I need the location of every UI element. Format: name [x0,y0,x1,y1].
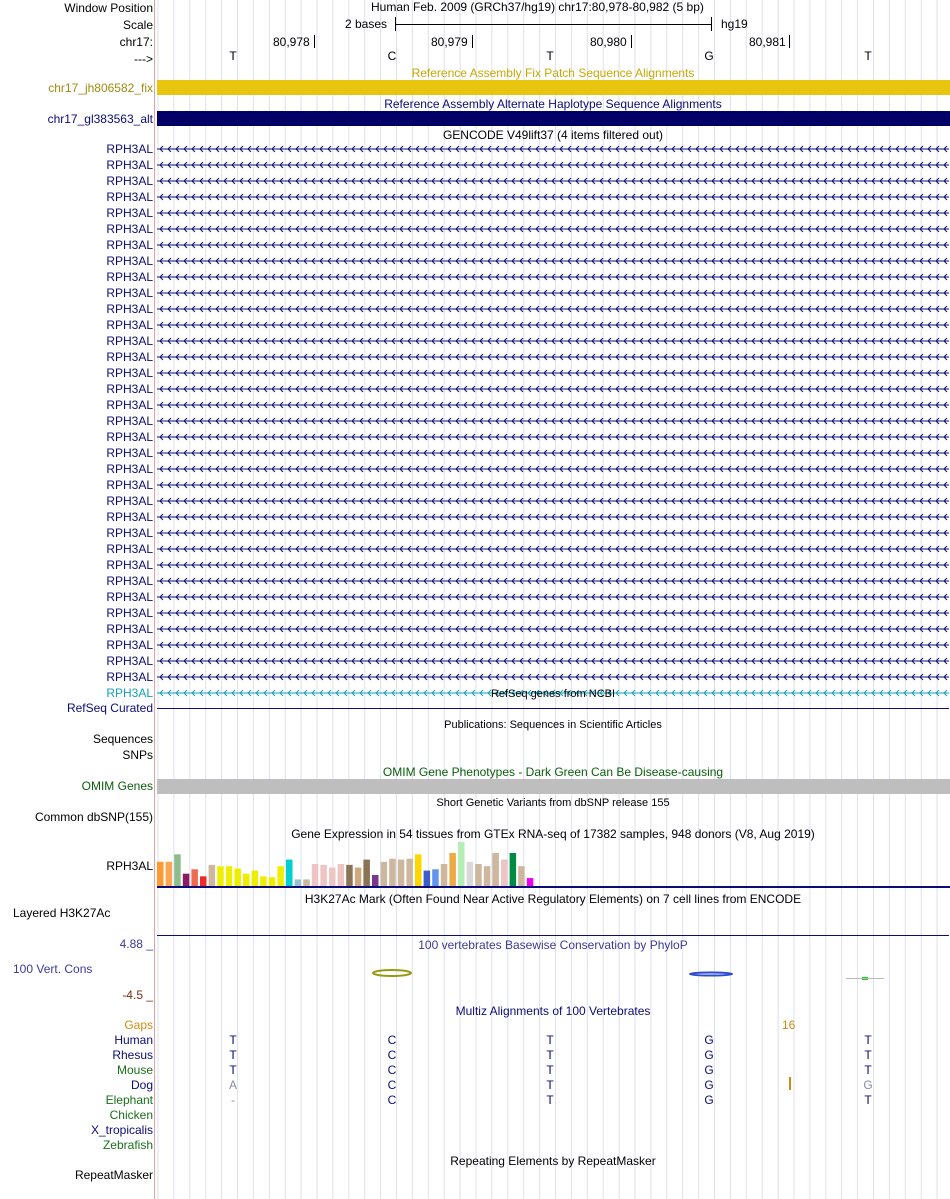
fix-patch-label[interactable]: chr17_jh806582_fix [48,81,153,95]
gtex-baseline [157,886,950,888]
gtex-tissue-bar[interactable] [226,866,233,886]
multiz-species-label[interactable]: X_tropicalis [90,1123,153,1137]
gtex-tissue-bar[interactable] [449,853,456,886]
multiz-aligned-base: T [546,1078,554,1092]
gtex-tissue-bar[interactable] [260,876,267,886]
gencode-gene-feature[interactable] [157,542,949,556]
dog-insertion-mark [789,1077,791,1090]
multiz-aligned-base: G [704,1093,714,1107]
h3k27ac-baseline [157,935,949,936]
gencode-gene-label[interactable]: RPH3AL [106,366,153,380]
multiz-aligned-base: G [704,1063,714,1077]
gencode-gene-feature[interactable] [157,638,949,652]
gtex-tissue-bar[interactable] [209,865,216,886]
gtex-tissue-bar[interactable] [303,879,310,886]
dbsnp-track-title[interactable]: Short Genetic Variants from dbSNP release 155 [436,797,670,809]
gencode-gene-label[interactable]: RPH3AL [106,446,153,460]
gencode-gene-feature[interactable] [157,302,949,316]
gencode-gene-label[interactable]: RPH3AL [106,334,153,348]
gencode-gene-feature[interactable] [157,366,949,380]
base-label: T [546,49,554,63]
gencode-gene-label[interactable]: RPH3AL [106,542,153,556]
coord-tick [631,35,632,48]
gtex-tissue-bar[interactable] [527,878,534,886]
gtex-tissue-bar[interactable] [381,862,388,886]
multiz-aligned-base: C [387,1093,397,1107]
gencode-gene-label[interactable]: RPH3AL [106,238,153,252]
multiz-aligned-base: A [228,1078,237,1092]
publications-snps-label[interactable]: SNPs [122,748,153,762]
gtex-tissue-bar[interactable] [320,865,327,886]
multiz-species-label[interactable]: Mouse [116,1063,153,1077]
gtex-expression-bars[interactable] [157,841,557,887]
gencode-gene-feature[interactable] [157,158,949,172]
gtex-tissue-bar[interactable] [286,860,293,886]
multiz-aligned-base: C [387,1078,397,1092]
gencode-gene-label[interactable]: RPH3AL [106,190,153,204]
multiz-aligned-base: T [864,1063,872,1077]
position-title[interactable]: Human Feb. 2009 (GRCh37/hg19) chr17:80,978-80,982 (5 bp) [371,0,704,14]
gencode-gene-label[interactable]: RPH3AL [106,382,153,396]
gtex-tissue-bar[interactable] [191,869,198,886]
multiz-species-label[interactable]: Chicken [109,1108,153,1122]
gencode-gene-feature[interactable] [157,446,949,460]
multiz-aligned-base: G [704,1048,714,1062]
gtex-tissue-bar[interactable] [458,842,465,886]
gencode-gene-label[interactable]: RPH3AL [106,590,153,604]
gencode-gene-label[interactable]: RPH3AL [106,574,153,588]
gencode-gene-feature[interactable] [157,142,949,156]
alt-haplotype-track-title[interactable]: Reference Assembly Alternate Haplotype Sequence Alignments [384,97,722,111]
phylop-track-title[interactable]: 100 vertebrates Basewise Conservation by PhyloP [418,938,688,952]
gencode-gene-label[interactable]: RPH3AL [106,414,153,428]
gtex-tissue-bar[interactable] [166,862,173,886]
gencode-gene-feature[interactable] [157,350,949,364]
multiz-species-label[interactable]: Dog [130,1078,153,1092]
refseq-gene-line[interactable] [157,708,949,709]
gencode-gene-feature[interactable] [157,574,949,588]
gencode-gene-feature[interactable] [157,670,949,684]
gencode-gene-label[interactable]: RPH3AL [106,302,153,316]
gencode-gene-feature[interactable] [157,382,949,396]
gencode-gene-feature[interactable] [157,494,949,508]
gencode-gene-feature[interactable] [157,254,949,268]
gencode-gene-label[interactable]: RPH3AL [106,686,153,700]
dbsnp-label[interactable]: Common dbSNP(155) [34,810,153,824]
gencode-gene-label[interactable]: RPH3AL [106,638,153,652]
refseq-track-title[interactable]: RefSeq genes from NCBI [490,688,616,700]
gtex-tissue-bar[interactable] [183,874,190,886]
multiz-aligned-base: G [704,1033,714,1047]
gtex-tissue-bar[interactable] [432,869,439,886]
gtex-tissue-bar[interactable] [372,875,379,886]
gencode-gene-feature[interactable] [157,270,949,284]
gencode-gene-feature[interactable] [157,174,949,188]
label-separator [154,0,155,1199]
gtex-tissue-bar[interactable] [484,866,491,886]
gencode-gene-label[interactable]: RPH3AL [106,142,153,156]
gencode-gene-label[interactable]: RPH3AL [106,350,153,364]
multiz-aligned-base: G [704,1078,714,1092]
h3k27ac-label[interactable]: Layered H3K27Ac [13,906,111,920]
gtex-tissue-bar[interactable] [312,864,319,886]
gtex-tissue-bar[interactable] [510,853,516,886]
gencode-gene-label[interactable]: RPH3AL [106,286,153,300]
multiz-track-title[interactable]: Multiz Alignments of 100 Vertebrates [455,1004,651,1018]
gencode-gene-label[interactable]: RPH3AL [106,558,153,572]
gtex-track-title[interactable]: Gene Expression in 54 tissues from GTEx RNA-seq of 17382 samples, 948 donors (V8, Aug 2019) [291,827,815,841]
gencode-gene-label[interactable]: RPH3AL [106,670,153,684]
multiz-aligned-base: T [864,1093,872,1107]
coord-tick [314,35,315,48]
fix-patch-bar[interactable] [157,80,950,95]
base-label: T [229,49,237,63]
multiz-species-label[interactable]: Rhesus [112,1048,153,1062]
gtex-tissue-bar[interactable] [346,865,353,886]
gtex-tissue-bar[interactable] [338,864,345,886]
gencode-gene-feature[interactable] [157,414,949,428]
gencode-gene-label[interactable]: RPH3AL [106,174,153,188]
phylop-max-label: 4.88 _ [119,937,153,951]
multiz-aligned-base: C [387,1048,397,1062]
gencode-track-title[interactable]: GENCODE V49lift37 (4 items filtered out) [442,128,664,142]
gencode-gene-feature[interactable] [157,510,949,524]
gencode-gene-feature[interactable] [157,606,949,620]
h3k27ac-track-title[interactable]: H3K27Ac Mark (Often Found Near Active Regulatory Elements) on 7 cell lines from ENCODE [304,892,802,906]
gencode-gene-feature[interactable] [157,462,949,476]
gtex-tissue-bar[interactable] [492,853,499,886]
gencode-gene-feature[interactable] [157,478,949,492]
gtex-tissue-bar[interactable] [475,864,482,886]
gencode-gene-label[interactable]: RPH3AL [106,622,153,636]
fix-patch-track-title[interactable]: Reference Assembly Fix Patch Sequence Alignments [411,66,695,80]
window-position-label: Window Position [64,1,153,15]
multiz-aligned-base: T [229,1063,237,1077]
gencode-gene-feature[interactable] [157,654,949,668]
multiz-aligned-base: T [864,1033,872,1047]
refseq-label[interactable]: RefSeq Curated [66,701,153,715]
base-label: G [704,49,714,63]
repeatmasker-label[interactable]: RepeatMasker [74,1168,153,1182]
multiz-aligned-base: T [229,1048,237,1062]
gtex-tissue-bar[interactable] [200,876,207,886]
coord-tick [789,35,790,48]
gtex-tissue-bar[interactable] [269,877,276,886]
gencode-gene-label[interactable]: RPH3AL [106,494,153,508]
coord-tick [472,35,473,48]
multiz-gaps-value: 16 [782,1018,796,1032]
multiz-aligned-base: T [546,1093,554,1107]
gencode-gene-label[interactable]: RPH3AL [106,478,153,492]
gtex-tissue-bar[interactable] [329,868,336,886]
gencode-gene-feature[interactable] [157,398,949,412]
gencode-gene-label[interactable]: RPH3AL [106,430,153,444]
gencode-gene-label[interactable]: RPH3AL [106,606,153,620]
gencode-gene-label[interactable]: RPH3AL [106,206,153,220]
gtex-tissue-bar[interactable] [234,868,241,886]
multiz-species-label[interactable]: Zebrafish [102,1138,153,1152]
gtex-tissue-bar[interactable] [518,866,525,886]
gencode-gene-label[interactable]: RPH3AL [106,654,153,668]
gtex-tissue-bar[interactable] [398,860,405,886]
gencode-gene-label[interactable]: RPH3AL [106,510,153,524]
gencode-gene-feature[interactable] [157,286,949,300]
gencode-gene-label[interactable]: RPH3AL [106,462,153,476]
gencode-gene-label[interactable]: RPH3AL [106,318,153,332]
gtex-tissue-bar[interactable] [424,871,431,886]
gencode-gene-feature[interactable] [157,590,949,604]
gtex-tissue-bar[interactable] [157,862,164,886]
coord-label: 80,978 [273,35,310,49]
gencode-gene-feature[interactable] [157,222,949,236]
gtex-tissue-bar[interactable] [277,866,284,886]
gencode-gene-label[interactable]: RPH3AL [106,526,153,540]
alt-haplotype-bar[interactable] [157,111,950,126]
gtex-tissue-bar[interactable] [501,860,508,886]
multiz-aligned-base: T [546,1033,554,1047]
gencode-gene-label[interactable]: RPH3AL [106,270,153,284]
assembly-label: hg19 [721,17,748,31]
multiz-species-label[interactable]: Human [114,1033,153,1047]
coord-label: 80,980 [590,35,627,49]
scale-bar [395,17,712,31]
gencode-gene-feature[interactable] [157,190,949,204]
gencode-gene-feature[interactable] [157,206,949,220]
coord-label: 80,981 [749,35,786,49]
multiz-aligned-base: - [231,1093,235,1107]
gtex-tissue-bar[interactable] [389,859,396,886]
gtex-tissue-bar[interactable] [252,871,259,886]
multiz-species-label[interactable]: Elephant [105,1093,153,1107]
gencode-gene-feature[interactable] [157,622,949,636]
gencode-gene-label[interactable]: RPH3AL [106,158,153,172]
multiz-aligned-base: C [387,1033,397,1047]
gtex-tissue-bar[interactable] [295,879,302,886]
gencode-gene-feature[interactable] [157,526,949,540]
gtex-tissue-bar[interactable] [415,854,422,886]
gtex-gene-label[interactable]: RPH3AL [106,859,153,873]
gencode-gene-feature[interactable] [157,430,949,444]
multiz-aligned-base: T [864,1048,872,1062]
gtex-tissue-bar[interactable] [243,874,250,886]
chrom-label: chr17: [119,35,153,49]
gencode-gene-label[interactable]: RPH3AL [106,398,153,412]
strand-label: ---> [134,52,153,66]
multiz-aligned-base: C [387,1063,397,1077]
gtex-tissue-bar[interactable] [355,868,362,886]
multiz-aligned-base: T [546,1048,554,1062]
gtex-tissue-bar[interactable] [174,854,181,886]
multiz-aligned-base: T [229,1033,237,1047]
scale-label: Scale [122,18,153,32]
publications-track-title[interactable]: Publications: Sequences in Scientific Articles [444,719,662,731]
multiz-aligned-base: T [546,1063,554,1077]
omim-bar[interactable] [157,779,950,794]
gtex-tissue-bar[interactable] [406,859,413,886]
gencode-gene-feature[interactable] [157,238,949,252]
phylop-min-label: -4.5 _ [122,988,153,1002]
gencode-gene-label[interactable]: RPH3AL [106,222,153,236]
repeatmasker-track-title[interactable]: Repeating Elements by RepeatMasker [450,1154,656,1168]
gtex-tissue-bar[interactable] [441,864,448,886]
alt-haplotype-label[interactable]: chr17_gl383563_alt [47,112,153,126]
multiz-aligned-base: G [863,1078,873,1092]
gtex-tissue-bar[interactable] [363,860,370,886]
gencode-gene-feature[interactable] [157,318,949,332]
multiz-gaps-label: Gaps [124,1018,153,1032]
gtex-tissue-bar[interactable] [217,866,224,886]
scale-text: 2 bases [345,17,388,31]
base-label: T [864,49,872,63]
base-label: C [387,49,397,63]
publications-sequences-label[interactable]: Sequences [92,732,153,746]
gencode-gene-feature[interactable] [157,558,949,572]
gencode-gene-label[interactable]: RPH3AL [106,254,153,268]
gencode-gene-feature[interactable] [157,334,949,348]
phylop-label[interactable]: 100 Vert. Cons [13,962,93,976]
omim-track-title[interactable]: OMIM Gene Phenotypes - Dark Green Can Be Disease-causing [382,765,724,779]
omim-label[interactable]: OMIM Genes [81,779,153,793]
coord-label: 80,979 [431,35,468,49]
gtex-tissue-bar[interactable] [467,862,474,886]
phylop-signal-marks[interactable] [156,963,950,985]
